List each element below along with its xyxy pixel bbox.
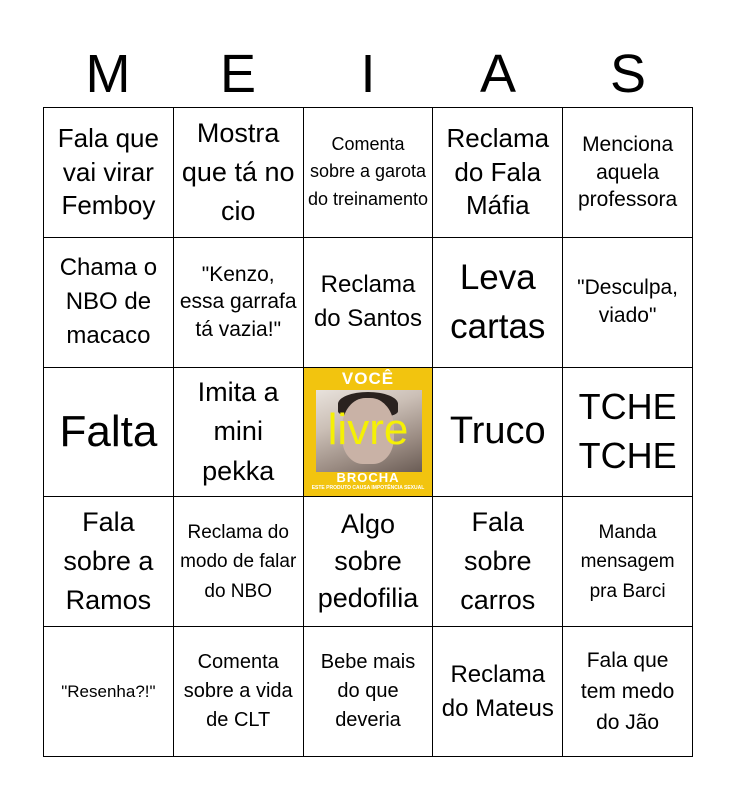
bingo-cell[interactable] [563, 368, 693, 498]
bingo-cell[interactable] [563, 627, 693, 757]
bingo-title [43, 40, 693, 108]
cell-text: Bebe mais do que deveria [320, 651, 416, 732]
bingo-cell[interactable] [44, 238, 174, 368]
bingo-cell[interactable] [304, 238, 434, 368]
bingo-cell[interactable] [44, 108, 174, 238]
free-image-fine-print: ESTE PRODUTO CAUSA IMPOTÊNCIA SEXUAL [311, 484, 425, 491]
cell-text: Comenta sobre a vida de CLT [183, 651, 293, 732]
free-image-bottom-text: BROCHA [336, 469, 400, 485]
title-letter: A [479, 44, 517, 104]
cell-text: Falta [59, 406, 158, 456]
title-letter: E [219, 44, 257, 104]
cell-text: Truco [449, 410, 546, 453]
cell-text: Imita a mini pekka [197, 377, 279, 486]
title-letter: I [360, 44, 376, 104]
cell-text: Fala que tem medo do Jão [580, 648, 675, 735]
bingo-cell[interactable] [433, 497, 563, 627]
free-space-cell[interactable] [304, 368, 434, 498]
bingo-cell[interactable] [433, 108, 563, 238]
bingo-cell[interactable] [433, 238, 563, 368]
cell-text: Fala sobre carros [460, 507, 536, 616]
bingo-cell[interactable] [433, 627, 563, 757]
bingo-cell[interactable] [174, 238, 304, 368]
bingo-cell[interactable] [563, 497, 693, 627]
bingo-cell[interactable] [304, 627, 434, 757]
bingo-cell[interactable] [44, 368, 174, 498]
bingo-cell[interactable] [44, 497, 174, 627]
bingo-cell[interactable] [174, 497, 304, 627]
title-letter: S [609, 44, 647, 104]
cell-text: Fala que vai virar Femboy [57, 122, 159, 221]
cell-text: Comenta sobre a garota do treinamento [307, 133, 429, 210]
bingo-cell[interactable] [174, 368, 304, 498]
cell-text: Leva cartas [450, 257, 546, 347]
bingo-board [43, 107, 693, 757]
cell-text: Fala sobre a Ramos [63, 507, 154, 616]
bingo-cell[interactable] [563, 108, 693, 238]
bingo-cell[interactable] [304, 497, 434, 627]
cell-text: Manda mensagem pra Barci [580, 521, 675, 602]
bingo-cell[interactable] [174, 108, 304, 238]
cell-text: "Desculpa, viado" [577, 276, 679, 328]
cell-text: "Kenzo, essa garrafa tá vazia!" [179, 262, 297, 342]
bingo-cell[interactable] [563, 238, 693, 368]
cell-text: Reclama do Santos [313, 271, 423, 333]
bingo-cell[interactable] [44, 627, 174, 757]
free-image-top-text: VOCÊ [341, 368, 395, 388]
cell-text: TCHE TCHE [578, 386, 677, 476]
cell-text: "Resenha?!" [61, 681, 156, 701]
cell-text: Reclama do Fala Máfia [446, 122, 550, 221]
cell-text: Mostra que tá no cio [181, 117, 295, 226]
title-letter: M [85, 44, 131, 104]
cell-text: Reclama do modo de falar do NBO [180, 521, 297, 602]
cell-text: Algo sobre pedofilia [317, 508, 419, 614]
bingo-cell[interactable] [174, 627, 304, 757]
free-space-label: livre [327, 404, 409, 454]
cell-text: Menciona aquela professora [577, 132, 678, 212]
cell-text: Reclama do Mateus [441, 660, 554, 722]
cell-text: Chama o NBO de macaco [59, 254, 158, 350]
bingo-cell[interactable] [433, 368, 563, 498]
bingo-cell[interactable] [304, 108, 434, 238]
